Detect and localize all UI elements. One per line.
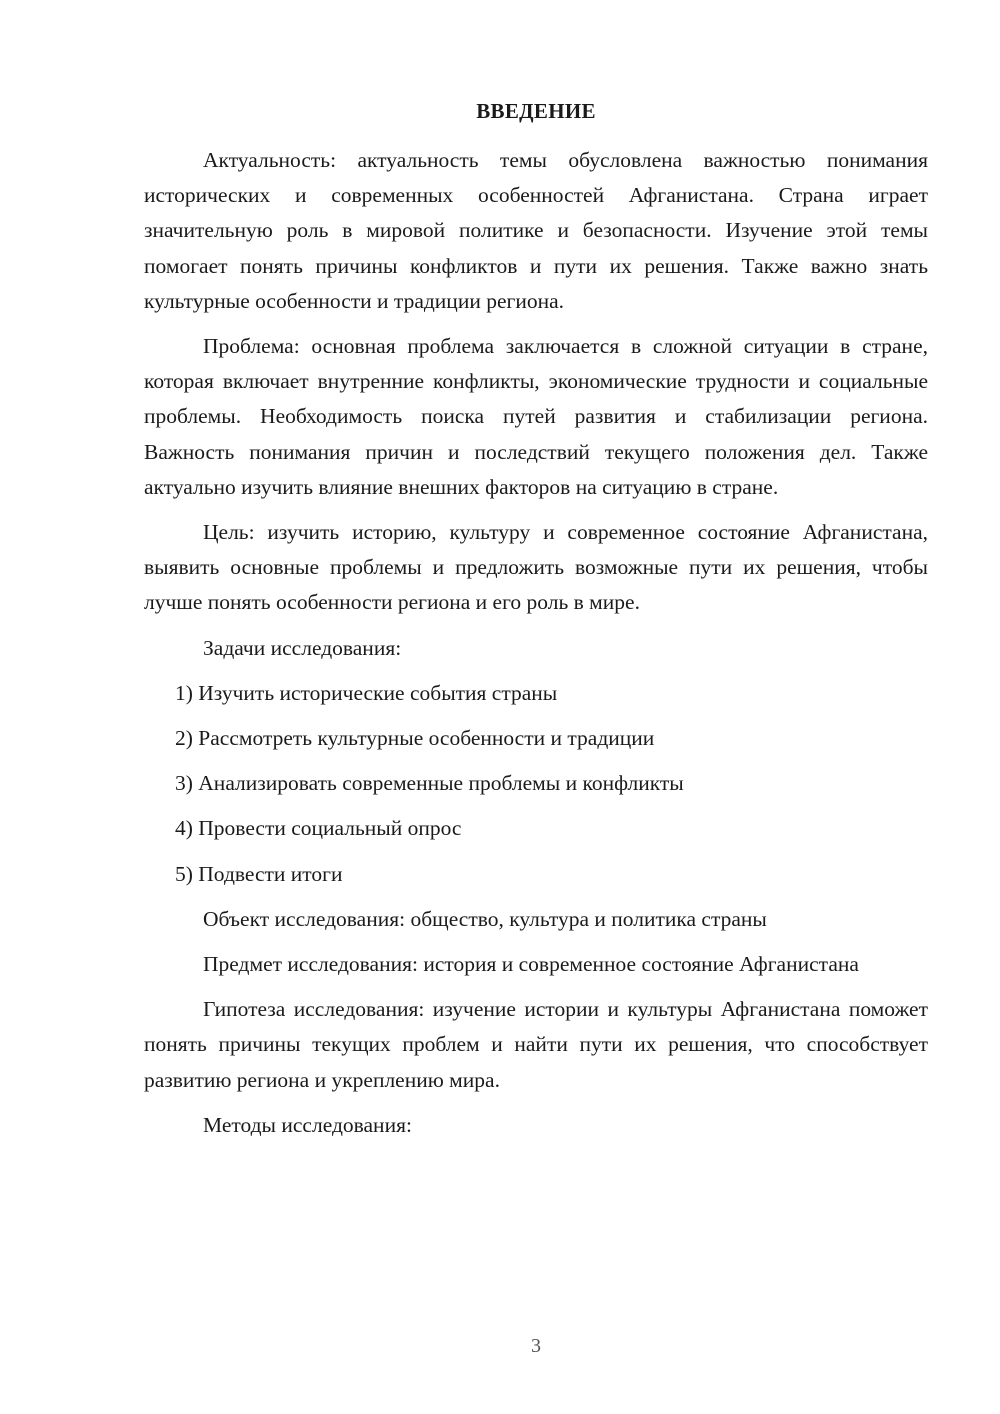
list-item: 3) Анализировать современные проблемы и конфликты <box>175 771 684 796</box>
list-item: 5) Подвести итоги <box>175 861 343 886</box>
list-item: 2) Рассмотреть культурные особенности и традиции <box>175 726 655 751</box>
tasks-list <box>144 676 928 892</box>
relevance-paragraph: Актуальность: актуальность темы обусловлена важностью понимания исторических и современных особенностей Афганистана. Страна играет значительную роль в мировой политике и безопасности. Изучение этой темы помогает понять причины конфликтов и пути их решения. Также важно знать культурные особенности и традиции региона. <box>144 148 928 313</box>
page-number: 3 <box>531 1335 541 1357</box>
methods-heading: Методы исследования: <box>203 1112 412 1137</box>
object-paragraph: Объект исследования: общество, культура и политика страны <box>203 906 767 931</box>
problem-paragraph: Проблема: основная проблема заключается в сложной ситуации в стране, которая включает внутренние конфликты, экономические трудности и социальные проблемы. Необходимость поиска путей развития и стабилизации региона. Важность понимания причин и последствий текущего положения дел. Также актуально изучить влияние внешних факторов на ситуацию в стране. <box>144 334 928 499</box>
page-title: ВВЕДЕНИЕ <box>476 99 596 123</box>
hypothesis-paragraph: Гипотеза исследования: изучение истории и культуры Афганистана поможет понять причины текущих проблем и найти пути их решения, что способствует развитию региона и укреплению мира. <box>144 997 928 1092</box>
goal-paragraph: Цель: изучить историю, культуру и современное состояние Афганистана, выявить основные проблемы и предложить возможные пути их решения, чтобы лучше понять особенности региона и его роль в мире. <box>144 520 928 615</box>
document-body <box>144 143 928 1153</box>
list-item: 4) Провести социальный опрос <box>175 816 462 841</box>
tasks-heading: Задачи исследования: <box>203 635 402 660</box>
subject-paragraph: Предмет исследования: история и современное состояние Афганистана <box>203 952 859 977</box>
list-item: 1) Изучить исторические события страны <box>175 680 558 705</box>
